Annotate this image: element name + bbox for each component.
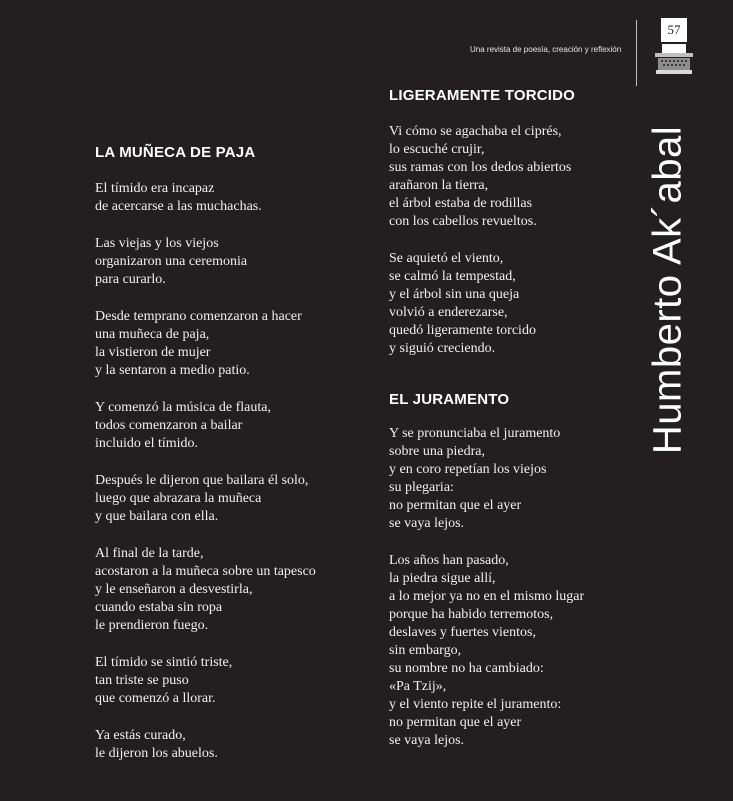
poem-line: se vaya lejos. (389, 733, 465, 748)
poem-line: Al final de la tarde, (95, 546, 204, 561)
poem-line: Las viejas y los viejos (95, 236, 219, 251)
poem-line: la piedra sigue allí, (389, 571, 496, 586)
poem-line: una muñeca de paja, (95, 327, 210, 342)
poem-ligeramente-torcido (389, 87, 575, 377)
poem-line: sus ramas con los dedos abiertos (389, 160, 572, 175)
stanza (95, 472, 316, 526)
poem-line: tan triste se puso (95, 673, 189, 688)
stanza (95, 654, 316, 708)
stanza (389, 123, 575, 231)
stanza (95, 545, 316, 635)
poem-line: porque ha habido terremotos, (389, 607, 554, 622)
poem-line: Desde temprano comenzaron a hacer (95, 309, 302, 324)
poem-line: con los cabellos revueltos. (389, 214, 537, 229)
poem-line: se vaya lejos. (389, 516, 465, 531)
poem-line: acostaron a la muñeca sobre un tapesco (95, 564, 316, 579)
poem-line: no permitan que el ayer (389, 498, 522, 513)
magazine-tagline: Una revista de poesía, creación y reflexión (470, 45, 622, 54)
poem-line: y en coro repetían los viejos (389, 462, 547, 477)
poem-line: Y comenzó la música de flauta, (95, 400, 271, 415)
poem-line: y el viento repite el juramento: (389, 697, 562, 712)
poem-line: lo escuché crujir, (389, 142, 485, 157)
poem-line: a lo mejor ya no en el mismo lugar (389, 589, 585, 604)
poem-el-juramento (389, 391, 584, 769)
poem-line: organizaron una ceremonia (95, 254, 248, 269)
stanza (95, 235, 316, 289)
stanza (95, 308, 316, 380)
poem-line: y siguió creciendo. (389, 341, 496, 356)
stanza (389, 552, 584, 750)
header-divider (636, 20, 637, 86)
poem-line: deslaves y fuertes vientos, (389, 625, 536, 640)
poem-line: y le enseñaron a desvestirla, (95, 582, 253, 597)
poem-line: El tímido era incapaz (95, 181, 215, 196)
page-number: 57 (661, 18, 687, 42)
poem-line: se calmó la tempestad, (389, 269, 516, 284)
poem-line: para curarlo. (95, 272, 166, 287)
poem-line: de acercarse a las muchachas. (95, 199, 262, 214)
poem-title: LIGERAMENTE TORCIDO (389, 87, 576, 104)
stanza (389, 425, 584, 533)
stanza (95, 180, 316, 216)
poem-line: Ya estás curado, (95, 728, 186, 743)
poem-line: sin embargo, (389, 643, 462, 658)
poem-line: le prendieron fuego. (95, 618, 209, 633)
typewriter-icon (652, 42, 696, 76)
poem-line: todos comenzaron a bailar (95, 418, 243, 433)
poem-line: Después le dijeron que bailara él solo, (95, 473, 309, 488)
poem-line: El tímido se sintió triste, (95, 655, 233, 670)
poem-line: y que bailara con ella. (95, 509, 219, 524)
poem-line: y la sentaron a medio patio. (95, 363, 250, 378)
poem-line: luego que abrazara la muñeca (95, 491, 262, 506)
poem-line: quedó ligeramente torcido (389, 323, 536, 338)
poem-line: Se aquietó el viento, (389, 251, 504, 266)
poem-line: su nombre no ha cambiado: (389, 661, 544, 676)
poem-title: LA MUÑECA DE PAJA (95, 144, 256, 161)
poem-line: que comenzó a llorar. (95, 691, 216, 706)
poem-line: cuando estaba sin ropa (95, 600, 223, 615)
poem-line: «Pa Tzij», (389, 679, 447, 694)
poem-la-muneca-de-paja (95, 144, 316, 782)
poem-line: su plegaria: (389, 480, 454, 495)
poem-title: EL JURAMENTO (389, 391, 510, 408)
poem-line: sobre una piedra, (389, 444, 486, 459)
poem-line: incluido el tímido. (95, 436, 199, 451)
poem-line: Y se pronunciaba el juramento (389, 426, 561, 441)
poem-line: arañaron la tierra, (389, 178, 489, 193)
stanza (95, 727, 316, 763)
poem-line: Los años han pasado, (389, 553, 509, 568)
poem-line: Vi cómo se agachaba el ciprés, (389, 124, 562, 139)
poem-line: el árbol estaba de rodillas (389, 196, 533, 211)
poem-line: no permitan que el ayer (389, 715, 522, 730)
stanza (389, 250, 575, 358)
poem-line: volvió a enderezarse, (389, 305, 508, 320)
author-name: Humberto Ak´abal (645, 125, 690, 455)
stanza (95, 399, 316, 453)
poem-line: le dijeron los abuelos. (95, 746, 218, 761)
poem-line: la vistieron de mujer (95, 345, 211, 360)
poem-line: y el árbol sin una queja (389, 287, 520, 302)
